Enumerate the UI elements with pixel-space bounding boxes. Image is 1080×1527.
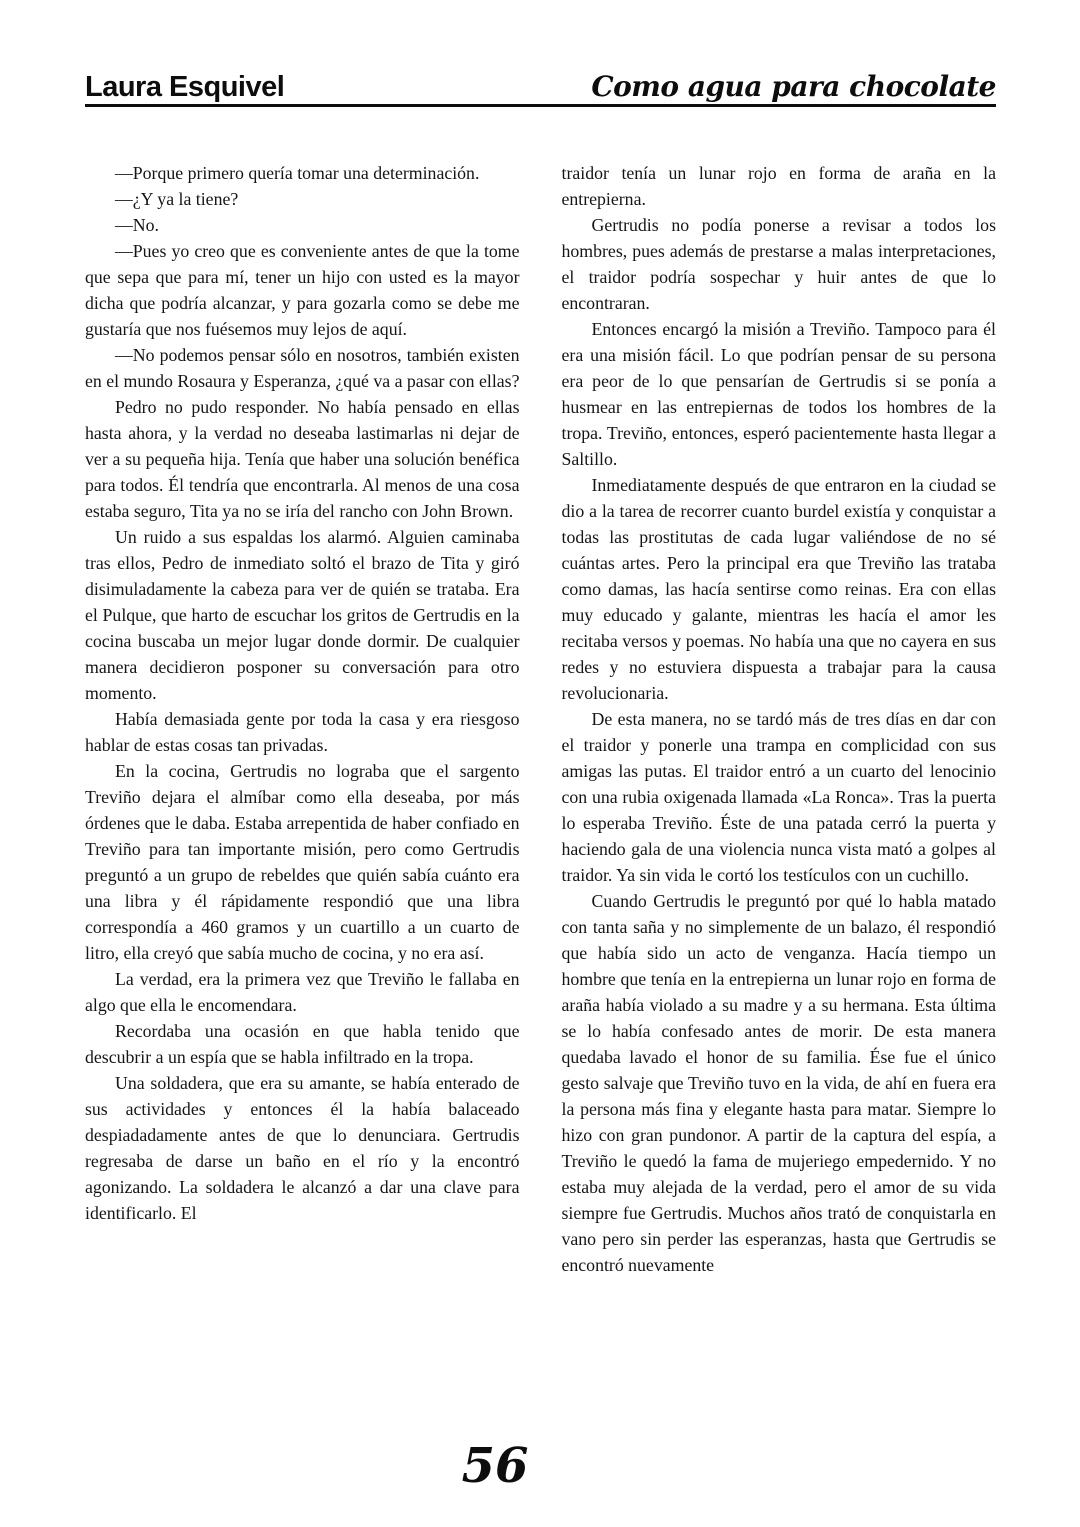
paragraph: —Pues yo creo que es conveniente antes de que la tome que sepa que para mí, tener un hijo con usted es la mayor dicha que podría alcanzar, y para gozarla como se debe me gustaría que nos fuésemos muy lejos de aquí. xyxy=(85,241,520,339)
text-columns xyxy=(85,160,996,1278)
book-title: Como agua para chocolate xyxy=(591,70,996,103)
paragraph: —No podemos pensar sólo en nosotros, también existen en el mundo Rosaura y Esperanza, ¿qué va a pasar con ellas? xyxy=(85,345,520,391)
paragraph: —Porque primero quería tomar una determinación. xyxy=(115,163,480,183)
paragraph: La verdad, era la primera vez que Treviño le fallaba en algo que ella le encomendara. xyxy=(85,969,520,1015)
paragraph: Inmediatamente después de que entraron en la ciudad se dio a la tarea de recorrer cuanto burdel existía y conquistar a todas las prostitutas de cada lugar valiéndose de no sé cuántas artes. Pero la principal era que Treviño las trataba como damas, las hacía sentirse como reinas. Era con ellas muy educado y galante, mientras les hacía el amor les recitaba versos y poemas. No había una que no cayera en sus redes y no estuviera dispuesta a trabajar para la causa revolucionaria. xyxy=(561,475,996,703)
paragraph: Gertrudis no podía ponerse a revisar a todos los hombres, pues además de prestarse a malas interpretaciones, el traidor podría sospechar y huir antes de que lo encontraran. xyxy=(561,215,996,313)
paragraph: traidor tenía un lunar rojo en forma de araña en la entrepierna. xyxy=(561,163,996,209)
paragraph: —No. xyxy=(115,215,159,235)
paragraph: De esta manera, no se tardó más de tres días en dar con el traidor y ponerle una trampa en complicidad con sus amigas las putas. El traidor entró a un cuarto del lenocinio con una rubia oxigenada llamada «La Ronca». Tras la puerta lo esperaba Treviño. Éste de una patada cerró la puerta y haciendo gala de una violencia nunca vista mató a golpes al traidor. Ya sin vida le cortó los testículos con un cuchillo. xyxy=(561,709,996,885)
header-rule xyxy=(85,104,996,107)
paragraph: Había demasiada gente por toda la casa y era riesgoso hablar de estas cosas tan privadas. xyxy=(85,709,520,755)
paragraph: Una soldadera, que era su amante, se había enterado de sus actividades y entonces él la había balaceado despiadadamente antes de que lo denunciara. Gertrudis regresaba de darse un baño en el río y la encontró agonizando. La soldadera le alcanzó a dar una clave para identificarlo. El xyxy=(85,1073,520,1223)
paragraph: Pedro no pudo responder. No había pensado en ellas hasta ahora, y la verdad no deseaba lastimarlas ni dejar de ver a su pequeña hija. Tenía que haber una solución benéfica para todos. Él tendría que encontrarla. Al menos de una cosa estaba seguro, Tita ya no se iría del rancho con John Brown. xyxy=(85,397,520,521)
right-column xyxy=(562,160,997,1278)
page-number: 56 xyxy=(461,1438,529,1494)
page-header xyxy=(85,70,996,104)
paragraph: En la cocina, Gertrudis no lograba que el sargento Treviño dejara el almíbar como ella deseaba, por más órdenes que le daba. Estaba arrepentida de haber confiado en Treviño para tan importante misión, pero como Gertrudis preguntó a un grupo de rebeldes que quién sabía cuánto era una libra y él rápidamente respondió que una libra correspondía a 460 gramos y un cuartillo a un cuarto de litro, ella creyó que sabía mucho de cocina, y no era así. xyxy=(85,761,520,963)
paragraph: Recordaba una ocasión en que habla tenido que descubrir a un espía que se habla infiltrado en la tropa. xyxy=(85,1021,520,1067)
paragraph: Un ruido a sus espaldas los alarmó. Alguien caminaba tras ellos, Pedro de inmediato soltó el brazo de Tita y giró disimuladamente la cabeza para ver de quién se trataba. Era el Pulque, que harto de escuchar los gritos de Gertrudis en la cocina buscaba un mejor lugar donde dormir. De cualquier manera decidieron posponer su conversación para otro momento. xyxy=(85,527,520,703)
left-column xyxy=(85,160,520,1278)
author-name: Laura Esquivel xyxy=(85,71,285,103)
paragraph: Cuando Gertrudis le preguntó por qué lo habla matado con tanta saña y no simplemente de un balazo, él respondió que había sido un acto de venganza. Hacía tiempo un hombre que tenía en la entrepierna un lunar rojo en forma de araña había violado a su madre y a su hermana. Esta última se lo había confesado antes de morir. De esta manera quedaba lavado el honor de su familia. Ése fue el único gesto salvaje que Treviño tuvo en la vida, de ahí en fuera era la persona más fina y elegante hasta para matar. Siempre lo hizo con gran pundonor. A partir de la captura del espía, a Treviño le quedó la fama de mujeriego empedernido. Y no estaba muy alejada de la verdad, pero el amor de su vida siempre fue Gertrudis. Muchos años trató de conquistarla en vano pero sin perder las esperanzas, hasta que Gertrudis se encontró nuevamente xyxy=(561,891,996,1275)
paragraph: Entonces encargó la misión a Treviño. Tampoco para él era una misión fácil. Lo que podrían pensar de su persona era peor de lo que pensarían de Gertrudis si se ponía a husmear en las entrepiernas de todos los hombres de la tropa. Treviño, entonces, esperó pacientemente hasta llegar a Saltillo. xyxy=(561,319,996,469)
paragraph: —¿Y ya la tiene? xyxy=(115,189,239,209)
